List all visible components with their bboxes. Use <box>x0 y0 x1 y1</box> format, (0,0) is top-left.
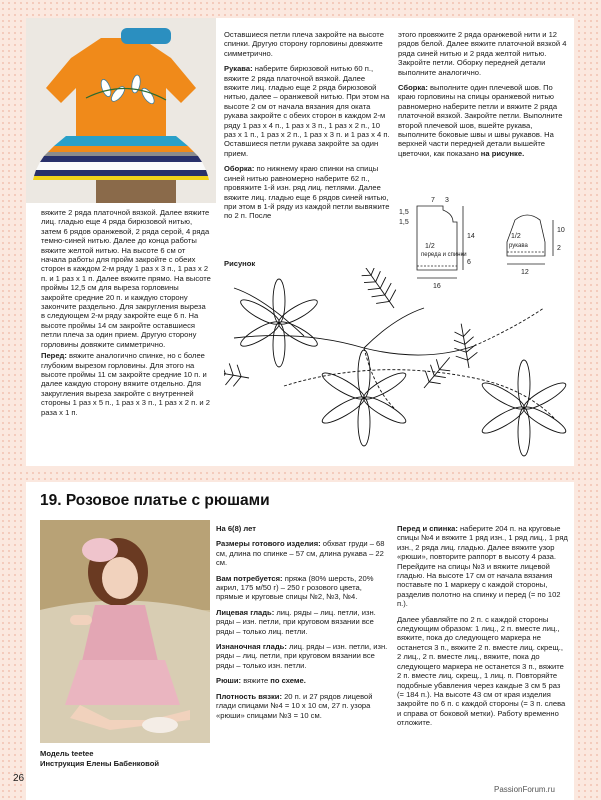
top-column-2 <box>224 30 390 223</box>
top-column-3 <box>398 30 568 160</box>
watermark: PassionForum.ru <box>494 785 555 794</box>
schema-sleeve-10: 10 <box>557 227 565 234</box>
caption-model: Модель teetee <box>40 749 94 758</box>
schema-12: 12 <box>521 269 529 276</box>
bottom-col1-reverse: Изнаночная гладь: лиц. ряды – изн. петли, изн. ряды – лиц. петли, при круговом вязании все ряды – только изн. петли. <box>216 642 388 670</box>
top-col2-para-1: Оставшиеся петли плеча закройте на высоте спинки. Другую сторону горловины довяжите симметрично. <box>224 30 384 58</box>
top-col2-para-3: Оборка: по нижнему краю спинки на спицы синей нитью равномерно наберите 62 п., провяжите 1-й изн. ряд лиц. петлями. Далее вяжите лиц. гладью еще 6 рядов синей нитью, при этом в 1-й ряду из каждой петли вывяжите по 2 п. После <box>224 164 390 221</box>
bottom-col2-para-2: Далее убавляйте по 2 п. с каждой стороны следующим образом: 1 лиц., 2 п. вместе лиц., вяжите, пока до следующего маркера не останется 3 п., вяжите 2 п. вместе лиц. скрещ., 2 лиц., 2 п. вместе лиц., вяжите, пока до следующего маркера не останется 3 п., вяжите 2 п. вместе лиц. скрещ., 1 лиц. п. Повторяйте подобные убавления через каждые 3 см 5 раз (= 184 п.). На высоте 43 см от края изделия закройте по 6 п. с каждой стороны (= 3 п. слева и справа от боковой метки). Работу временно отложите. <box>397 614 566 728</box>
bottom-col2-para-1: Перед и спинка: наберите 204 п. на круговые спицы №4 и вяжите 1 ряд изн., 1 ряд лиц., 1 ряд изн., 2 ряда лиц. гладью. Далее вяжите узор «рюши», повторите раппорт в высоту 4 раза. Перейдите на спицы №3 и вяжите лицевой гладью. На высоте 17 см от начала вязания поставьте по 1 маркеру с каждой стороны, разделив полотно на спинку и перед (= по 102 п.). <box>397 524 568 609</box>
bottom-col1-gauge: Плотность вязки: 20 п. и 27 рядов лицевой глади спицами №4 = 10 х 10 см, 27 п. узора «рюши» спицами №3 = 10 см. <box>216 691 373 720</box>
bottom-col1-age: На 6(8) лет <box>216 524 256 533</box>
embroidery-figure <box>224 268 569 458</box>
page-number: 26 <box>13 773 25 784</box>
schema-half: 1/2 <box>425 243 435 250</box>
schema-14: 14 <box>467 233 475 240</box>
bottom-column-2 <box>397 524 569 730</box>
bottom-col1-stockinette: Лицевая гладь: лиц. ряды – лиц. петли, изн. ряды – изн. петли, при круговом вязании все ряды – только лиц. петли. <box>216 607 376 636</box>
bottom-col1-sizes: Размеры готового изделия: обхват груди – 68 см, длина по спинке – 57 см, длина рукава – 22 см. <box>216 539 385 568</box>
schema-15a: 1,5 <box>399 209 409 216</box>
top-col3-para-1: этого провяжите 2 ряда оранжевой нити и 12 рядов белой. Далее вяжите платочной вязкой 4 ряда синей нитью и 2 ряда желтой нитью. Закройте петли. Оборку передней детали выполните аналогично. <box>398 30 567 77</box>
sweater-photo <box>26 18 216 203</box>
girl-dress-photo <box>40 520 210 743</box>
bottom-col1-materials: Вам потребуется: пряжа (80% шерсть, 20% акрил, 175 м/50 г) – 250 г розового цвета, прямые и круговые спицы №2, №3, №4. <box>216 573 374 602</box>
top-column-1 <box>41 208 211 419</box>
schema-7: 7 <box>431 197 435 204</box>
caption-instructions: Инструкция Елены Бабенковой <box>40 758 160 768</box>
top-col1-para-2: Перед: вяжите аналогично спинке, но с более глубоким вырезом горловины. Для этого на высоте проймы 11 см закройте средние 10 п. и далее каждую сторону вяжите отдельно. Для закругления выреза закройте с внутренней стороны 1 раз х 5 п., 1 раз х 3 п., 1 раз х 2 п. и 2 раза х 1 п. <box>41 351 210 417</box>
schema-sleeve: рукава <box>509 243 528 249</box>
article-title: 19. Розовое платье с рюшами <box>40 492 270 509</box>
schema-6: 6 <box>467 259 471 266</box>
schema-3: 3 <box>445 197 449 204</box>
bottom-column-1 <box>216 524 388 722</box>
schema-16: 16 <box>433 283 441 290</box>
top-col3-para-2: Сборка: выполните один плечевой шов. По краю горловины на спицы оранжевой нитью равномерно наберите петли и вяжите 2 ряда платочной вязкой. Закройте петли. Выполните второй плечевой шов, вшейте рукава, выполните боковые швы и швы рукавов. На верхней части передней детали вышейте цветочки, как показано на рисунке. <box>398 83 563 158</box>
schema-sleeve-half: 1/2 <box>511 233 521 240</box>
schema-15b: 1,5 <box>399 219 409 226</box>
bottom-col1-ruffles: Рюши: вяжите по схеме. <box>216 676 306 686</box>
caption <box>40 749 159 768</box>
schema-part: переда и спинки <box>421 252 467 258</box>
top-col1-para-1: вяжите 2 ряда платочной вязкой. Далее вяжите лиц. гладью еще 4 ряда бирюзовой нитью, затем 6 рядов оранжевой, 2 ряда серой, 4 ряда темно-синей нитью. Далее до конца работы вяжите желтой нитью. На высоте 6 см от начала работы для пройм закройте с обеих сторон в каждом 2-м ряду 1 раз х 3 п., 1 раз х 2 п. и 1 раз х 1 п. Далее вяжите прямо. На высоте проймы 12,5 см для выреза горловины закройте средние 20 п. и каждую сторону закончите раздельно. Для закругления выреза в следующем 2-м ряду закройте еще 6 п. На высоте проймы 14 см закройте оставшиеся петли плеча за один прием. Другую сторону горловины довяжите симметрично. <box>41 208 211 349</box>
top-col2-para-2: Рукава: наберите бирюзовой нитью 60 п., вяжите 2 ряда платочной вязкой. Далее вяжите лиц. гладью еще 2 ряда бирюзовой нитью, далее – оранжевой нитью. При этом на высоте 2 см от начала вязания для оката рукава закройте с обеих сторон в каждом 2-м ряду 1 раз х 4 п., 1 раз х 3 п., 1 раз х 2 п., 10 раз х 1 п., 1 раз х 2 п., 1 раз х 3 п. и 1 раз х 4 п. Оставшиеся петли рукава закройте за один прием. <box>224 64 390 158</box>
figure-label: Рисунок <box>224 259 256 268</box>
schema-sleeve-2: 2 <box>557 245 561 252</box>
